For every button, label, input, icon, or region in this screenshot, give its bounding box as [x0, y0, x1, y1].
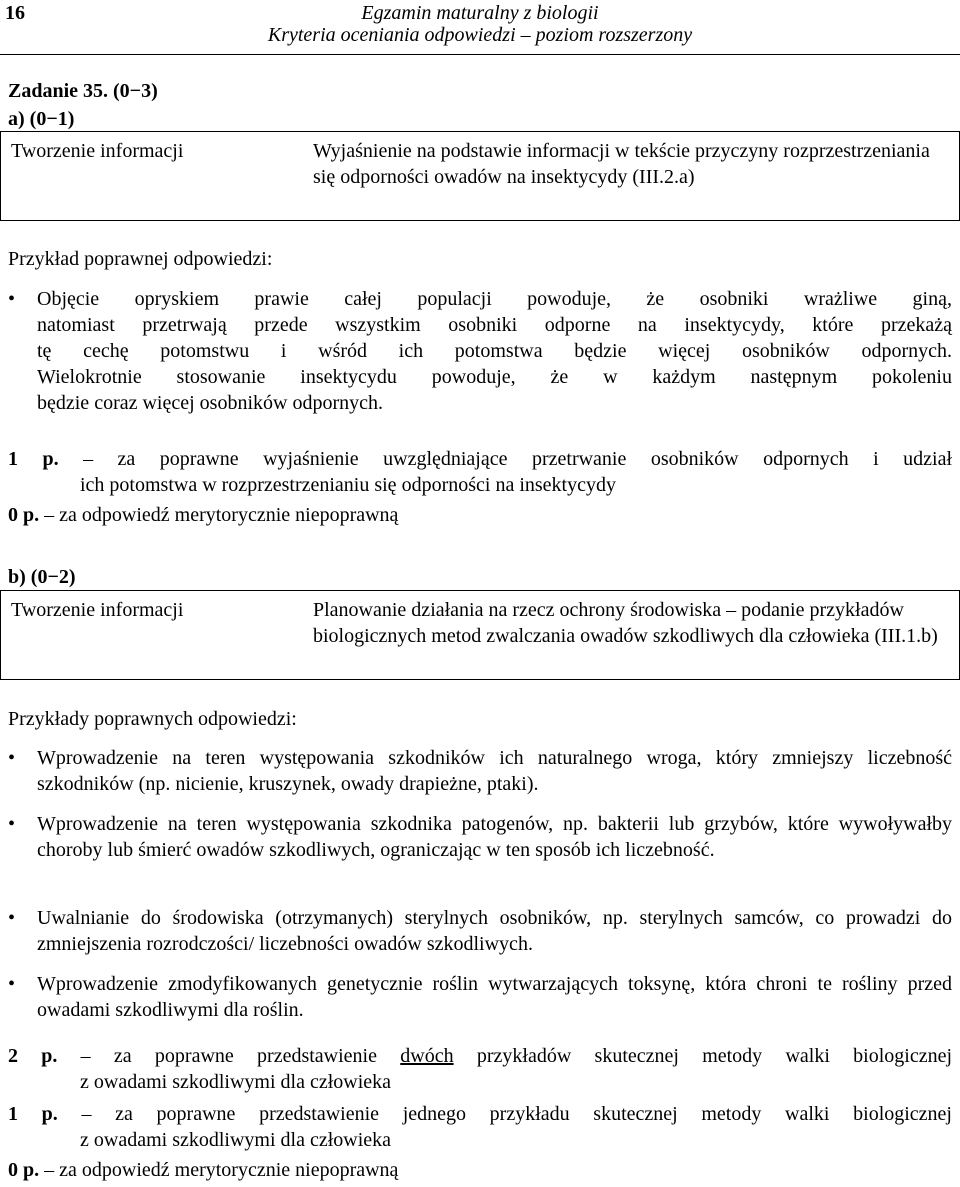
score-criterion-cont: z owadami szkodliwymi dla człowieka — [80, 1129, 392, 1151]
part-b-label: b) (0−2) — [8, 566, 76, 588]
page-number: 16 — [5, 2, 25, 24]
part-a-answer-line2: natomiast przetrwają przede wszystkim osobniki odporne na insektycydy, które przekażą — [37, 314, 952, 336]
part-a-answer-line5: będzie coraz więcej osobników odpornych. — [37, 392, 383, 414]
score-criterion-emphasis: dwóch — [400, 1045, 454, 1067]
score-points: 0 p. — [8, 1159, 40, 1181]
bullet-icon: • — [8, 907, 16, 929]
part-b-skill-description: Planowanie działania na rzecz ochrony środowiska – podanie przykładów biologicznych metod zwalczania owadów szkodliwych dla człowieka (III.1.b) — [313, 599, 938, 647]
header-title-line2: Kryteria oceniania odpowiedzi – poziom rozszerzony — [267, 24, 693, 46]
part-a-answer-line3: tę cechę potomstwu i wśród ich potomstwa będzie więcej osobników odpornych. — [37, 340, 952, 362]
part-a-label: a) (0−1) — [8, 108, 75, 130]
bullet-icon: • — [8, 288, 16, 310]
part-b-info-table — [0, 590, 960, 680]
bullet-icon: • — [8, 973, 16, 995]
bullet-icon: • — [8, 813, 16, 835]
score-criterion-cont: z owadami szkodliwymi dla człowieka — [80, 1071, 392, 1093]
list-item-text: Wprowadzenie na teren występowania szkodników ich naturalnego wroga, który zmniejszy liczebność szkodników (np. nicienie, kruszynek, owady drapieżne, ptaki). — [37, 747, 952, 795]
score-criterion: – za poprawne wyjaśnienie uwzględniające przetrwanie osobników odpornych i udział — [58, 448, 952, 470]
part-a-answer-line4: Wielokrotnie stosowanie insektycydu powoduje, że w każdym następnym pokoleniu — [37, 366, 952, 388]
bullet-icon: • — [8, 747, 16, 769]
part-a-skill-label: Tworzenie informacji — [11, 140, 184, 162]
score-criterion: – za odpowiedź merytorycznie niepoprawną — [39, 1159, 399, 1181]
score-criterion: – za poprawne przedstawienie — [57, 1045, 401, 1067]
part-b-score-0 — [8, 1157, 952, 1183]
part-a-info-table — [0, 131, 960, 221]
page-header — [0, 0, 960, 55]
header-title-line1: Egzamin maturalny z biologii — [361, 2, 599, 24]
part-a-score-1 — [8, 446, 952, 498]
part-a-score-0 — [8, 502, 952, 528]
score-points: 1 p. — [8, 448, 59, 470]
part-a-answer-line1: Objęcie opryskiem prawie całej populacji powoduje, że osobniki wrażliwe giną, — [37, 288, 952, 310]
part-a-skill-description: Wyjaśnienie na podstawie informacji w tekście przyczyny rozprzestrzeniania się odporności owadów na insektycydy (III.2.a) — [313, 140, 930, 188]
part-a-example-heading: Przykład poprawnej odpowiedzi: — [8, 248, 273, 270]
score-points: 2 p. — [8, 1045, 58, 1067]
score-points: 1 p. — [8, 1103, 58, 1125]
task-title: Zadanie 35. (0−3) — [8, 80, 158, 102]
score-criterion: – za poprawne przedstawienie jednego przykładu skutecznej metody walki biologicznej — [57, 1103, 952, 1125]
list-item-text: Wprowadzenie zmodyfikowanych genetycznie roślin wytwarzających toksynę, która chroni te rośliny przed owadami szkodliwymi dla roślin. — [37, 973, 952, 1021]
list-item-text: Wprowadzenie na teren występowania szkodnika patogenów, np. bakterii lub grzybów, które wywoływałby choroby lub śmierć owadów szkodliwych, ograniczając w ten sposób ich liczebność. — [37, 813, 952, 861]
score-points: 0 p. — [8, 504, 40, 526]
part-b-score-1 — [8, 1101, 952, 1153]
part-b-score-2 — [8, 1043, 952, 1095]
part-b-example-heading: Przykłady poprawnych odpowiedzi: — [8, 708, 297, 730]
part-b-skill-label: Tworzenie informacji — [11, 599, 184, 621]
list-item-text: Uwalnianie do środowiska (otrzymanych) sterylnych osobników, np. sterylnych samców, co prowadzi do zmniejszenia rozrodczości/ liczebności owadów szkodliwych. — [37, 907, 952, 955]
score-criterion-cont: ich potomstwa w rozprzestrzenianiu się odporności na insektycydy — [80, 474, 616, 496]
score-criterion: – za odpowiedź merytorycznie niepoprawną — [39, 504, 399, 526]
score-criterion-rest: przykładów skutecznej metody walki biologicznej — [453, 1045, 953, 1067]
